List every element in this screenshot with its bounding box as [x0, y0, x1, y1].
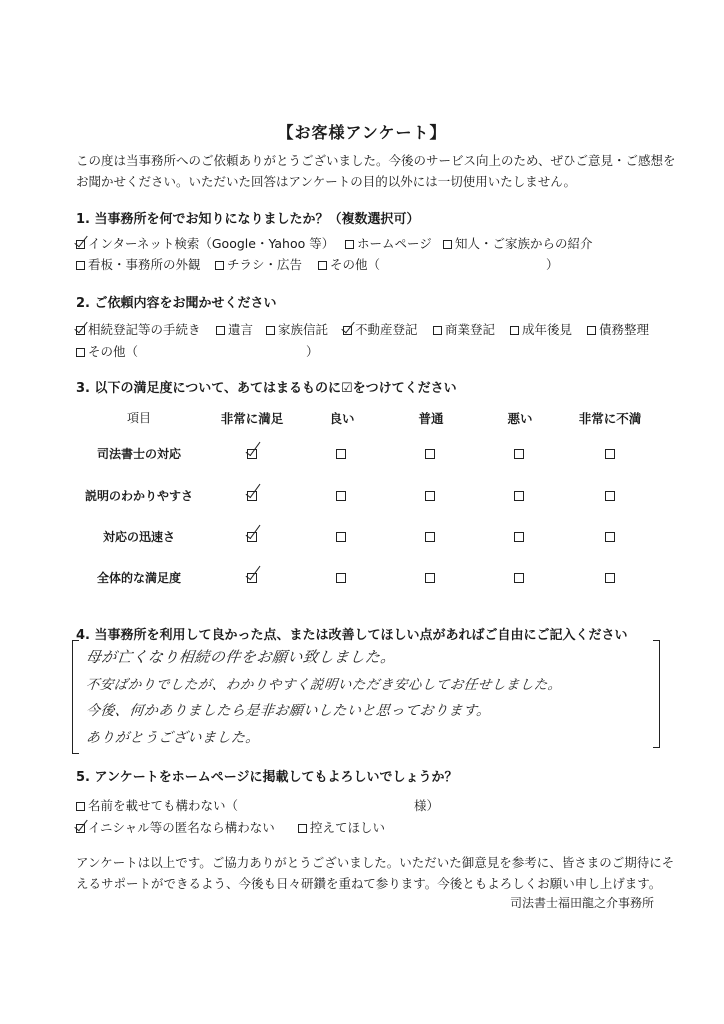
- q2-option-other[interactable]: その他（: [76, 342, 138, 360]
- grid-header-very-satisfied: 非常に満足: [220, 411, 284, 426]
- comment-line-2: 不安ばかりでしたが、わかりやすく説明いただき安心してお任せしました。: [84, 677, 563, 693]
- q1-option-other[interactable]: その他（: [318, 255, 380, 273]
- q2-option-commercial[interactable]: 商業登記: [433, 320, 495, 338]
- q1-option-flyer[interactable]: チラシ・広告: [215, 255, 302, 273]
- question-1-label: 1. 当事務所を何でお知りになりましたか？（複数選択可）: [76, 212, 420, 227]
- q1-checkbox-homepage[interactable]: [345, 240, 354, 249]
- q2-checkbox-other[interactable]: [76, 348, 85, 357]
- comment-box[interactable]: [72, 640, 660, 752]
- q2-option-trust[interactable]: 家族信託: [266, 320, 328, 338]
- grid-checkbox-r4-c4[interactable]: [514, 573, 524, 583]
- grid-checkbox-r4-c2[interactable]: [336, 573, 346, 583]
- q1-checkbox-signboard[interactable]: [76, 261, 85, 270]
- question-4-label: 4. 当事務所を利用して良かった点、または改善してほしい点があればご自由にご記入ください: [76, 628, 628, 643]
- grid-checkbox-r2-c5[interactable]: [605, 491, 615, 501]
- q2-checkbox-trust[interactable]: [266, 326, 275, 335]
- q1-option-homepage[interactable]: ホームページ: [345, 234, 432, 252]
- grid-header-neutral: 普通: [418, 411, 444, 426]
- grid-row-label-speed: 対応の迅速さ: [102, 530, 175, 544]
- grid-checkbox-r1-c4[interactable]: [514, 449, 524, 459]
- question-2-label: 2. ご依頼内容をお聞かせください: [76, 296, 277, 311]
- grid-checkbox-r4-c1[interactable]: [247, 573, 257, 583]
- q5-checkbox-name-ok[interactable]: [76, 802, 85, 811]
- grid-checkbox-r1-c2[interactable]: [336, 449, 346, 459]
- q2-checkbox-will[interactable]: [216, 326, 225, 335]
- q1-checkbox-internet[interactable]: [76, 240, 85, 249]
- comment-line-3: 今後、何かありましたら是非お願いしたいと思っております。: [85, 703, 492, 719]
- grid-checkbox-r1-c5[interactable]: [605, 449, 615, 459]
- q1-option-signboard[interactable]: 看板・事務所の外観: [76, 255, 201, 273]
- intro-text: この度は当事務所へのご依頼ありがとうございました。今後のサービス向上のため、ぜひご意見・ご感想をお聞かせください。いただいた回答はアンケートの目的以外には一切使用いたしません。: [76, 153, 676, 189]
- q2-option-realestate[interactable]: 不動産登記: [343, 320, 418, 338]
- q1-option-referral[interactable]: 知人・ご家族からの紹介: [443, 234, 593, 252]
- grid-checkbox-r2-c1[interactable]: [247, 491, 257, 501]
- closing-text: アンケートは以上です。ご協力ありがとうございました。いただいた御意見を参考に、皆さまのご期待にそえるサポートができるよう、今後も日々研鑽を重ねて参ります。今後ともよろしくお願い申し上げます。: [76, 855, 675, 891]
- q5-option-initials[interactable]: イニシャル等の匿名なら構わない: [76, 818, 275, 836]
- grid-checkbox-r2-c2[interactable]: [336, 491, 346, 501]
- q1-checkbox-referral[interactable]: [443, 240, 452, 249]
- q2-option-debt[interactable]: 債務整理: [587, 320, 649, 338]
- q5-option-decline[interactable]: 控えてほしい: [298, 818, 385, 836]
- grid-checkbox-r3-c2[interactable]: [336, 532, 346, 542]
- grid-checkbox-r4-c5[interactable]: [605, 573, 615, 583]
- q5-option-name-ok[interactable]: 名前を載せても構わない（: [76, 796, 238, 814]
- grid-checkbox-r1-c1[interactable]: [247, 449, 257, 459]
- q2-option-guardianship[interactable]: 成年後見: [510, 320, 572, 338]
- comment-line-1: 母が亡くなり相続の件をお願い致しました。: [85, 648, 397, 666]
- q2-checkbox-guardianship[interactable]: [510, 326, 519, 335]
- grid-header-very-dissatisfied: 非常に不満: [578, 411, 642, 426]
- grid-row-label-response: 司法書士の対応: [96, 447, 181, 461]
- grid-checkbox-r4-c3[interactable]: [425, 573, 435, 583]
- q2-option-inheritance[interactable]: 相続登記等の手続き: [76, 320, 201, 338]
- grid-checkbox-r2-c3[interactable]: [425, 491, 435, 501]
- q5-checkbox-initials[interactable]: [76, 824, 85, 833]
- grid-checkbox-r3-c5[interactable]: [605, 532, 615, 542]
- q1-checkbox-flyer[interactable]: [215, 261, 224, 270]
- office-signature: 司法書士福田龍之介事務所: [510, 896, 655, 910]
- grid-row-label-overall: 全体的な満足度: [96, 571, 181, 585]
- q5-checkbox-decline[interactable]: [298, 824, 307, 833]
- q2-checkbox-debt[interactable]: [587, 326, 596, 335]
- q1-option-internet[interactable]: インターネット検索（Google・Yahoo 等）: [76, 234, 334, 252]
- comment-bracket-right: [653, 640, 660, 748]
- grid-header-item: 項目: [126, 411, 151, 425]
- page-title: 【お客様アンケート】: [277, 123, 447, 142]
- q1-other-close-paren: ）: [546, 257, 559, 272]
- grid-checkbox-r3-c3[interactable]: [425, 532, 435, 542]
- q1-checkbox-other[interactable]: [318, 261, 327, 270]
- grid-header-bad: 悪い: [507, 411, 533, 426]
- question-5-label: 5. アンケートをホームページに掲載してもよろしいでしょうか？: [76, 770, 458, 785]
- grid-checkbox-r3-c4[interactable]: [514, 532, 524, 542]
- grid-header-good: 良い: [329, 411, 355, 426]
- comment-bracket-left: [72, 640, 79, 754]
- q2-checkbox-commercial[interactable]: [433, 326, 442, 335]
- grid-checkbox-r2-c4[interactable]: [514, 491, 524, 501]
- grid-row-label-clarity: 説明のわかりやすさ: [84, 489, 193, 503]
- q2-other-close-paren: ）: [306, 344, 319, 359]
- comment-line-4: ありがとうございました。: [85, 730, 261, 746]
- grid-checkbox-r1-c3[interactable]: [425, 449, 435, 459]
- q5-sama-label: 様）: [414, 798, 440, 813]
- q2-checkbox-inheritance[interactable]: [76, 326, 85, 335]
- q2-checkbox-realestate[interactable]: [343, 326, 352, 335]
- q2-option-will[interactable]: 遺言: [216, 320, 253, 338]
- grid-checkbox-r3-c1[interactable]: [247, 532, 257, 542]
- question-3-label: 3. 以下の満足度について、あてはまるものに☑をつけてください: [76, 381, 457, 396]
